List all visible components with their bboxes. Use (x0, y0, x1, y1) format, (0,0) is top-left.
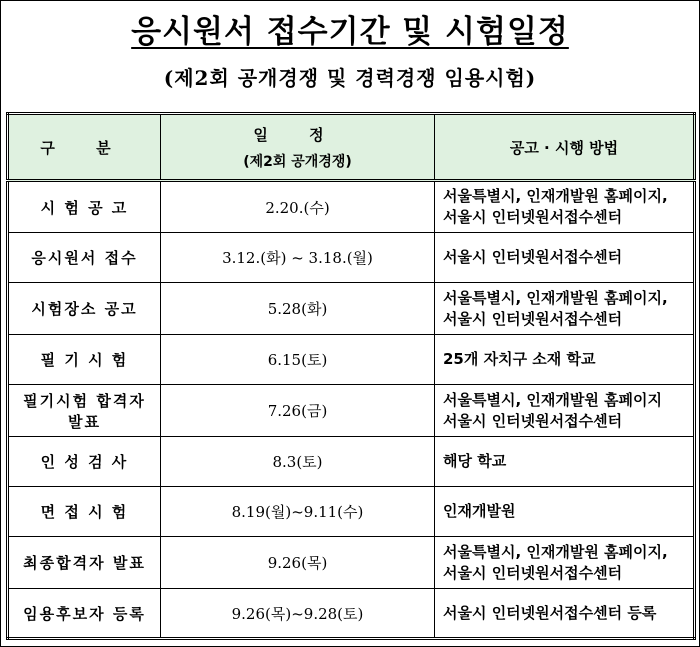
row-date: 2.20.(수) (161, 181, 435, 233)
row-category: 시 험 공 고 (8, 181, 161, 233)
row-date: 3.12.(화) ~ 3.18.(월) (161, 233, 435, 283)
row-category: 인 성 검 사 (8, 437, 161, 487)
table-row (8, 385, 695, 437)
table-row (8, 335, 695, 385)
row-category: 임용후보자 등록 (8, 589, 161, 639)
row-method (435, 335, 695, 385)
table-row (8, 487, 695, 537)
page-title: 응시원서 접수기간 및 시험일정 (131, 14, 569, 50)
row-method-line: 서울특별시, 인재개발원 홈페이지, (443, 288, 668, 307)
page-subtitle: (제2회 공개경쟁 및 경력경쟁 임용시험) (163, 66, 537, 90)
row-date: 9.26(목)~9.28(토) (161, 589, 435, 639)
row-method-line: 서울특별시, 인재개발원 홈페이지, (443, 187, 668, 205)
table-row (8, 589, 695, 639)
row-method (435, 233, 695, 283)
row-method-line: 25개 자치구 소재 학교 (443, 350, 596, 368)
row-category: 응시원서 접수 (8, 233, 161, 283)
row-method-line: 서울특별시, 인재개발원 홈페이지 (443, 390, 663, 409)
header-schedule (161, 114, 435, 181)
row-category: 최종합격자 발표 (8, 537, 161, 589)
row-category: 필기시험 합격자 발표 (8, 385, 161, 437)
row-method-line: 해당 학교 (443, 452, 507, 470)
row-method-line: 서울시 인터넷원서접수센터 (443, 411, 623, 430)
row-method (435, 537, 695, 589)
table-row (8, 283, 695, 335)
row-category: 면 접 시 험 (8, 487, 161, 537)
row-method (435, 385, 695, 437)
row-method-line: 서울시 인터넷원서접수센터 (443, 563, 623, 582)
row-method-line: 인재개발원 (443, 502, 516, 520)
table-row (8, 537, 695, 589)
row-date: 7.26(금) (161, 385, 435, 437)
row-date: 9.26(목) (161, 537, 435, 589)
row-date: 5.28(화) (161, 283, 435, 335)
row-method (435, 589, 695, 639)
schedule-table (6, 112, 696, 640)
header-category: 구 분 (8, 114, 161, 181)
table-row (8, 181, 695, 233)
row-method (435, 487, 695, 537)
row-method (435, 437, 695, 487)
row-method (435, 181, 695, 233)
table-header-row (8, 114, 695, 181)
row-method-line: 서울시 인터넷원서접수센터 (443, 309, 623, 328)
row-method-line: 서울시 인터넷원서접수센터 등록 (443, 603, 657, 622)
table-row (8, 233, 695, 283)
row-method-line: 서울특별시, 인재개발원 홈페이지, (443, 542, 668, 561)
header-schedule-sub: (제2회 공개경쟁) (243, 153, 352, 170)
row-method-line: 서울시 인터넷원서접수센터 (443, 248, 623, 266)
header-method: 공고 · 시행 방법 (435, 114, 695, 181)
table-row (8, 437, 695, 487)
row-method-line: 서울시 인터넷원서접수센터 (443, 208, 623, 226)
row-method (435, 283, 695, 335)
header-schedule-label: 일 정 (253, 125, 342, 144)
row-category: 필 기 시 험 (8, 335, 161, 385)
row-category: 시험장소 공고 (8, 283, 161, 335)
row-date: 6.15(토) (161, 335, 435, 385)
row-date: 8.3(토) (161, 437, 435, 487)
row-date: 8.19(월)~9.11(수) (161, 487, 435, 537)
